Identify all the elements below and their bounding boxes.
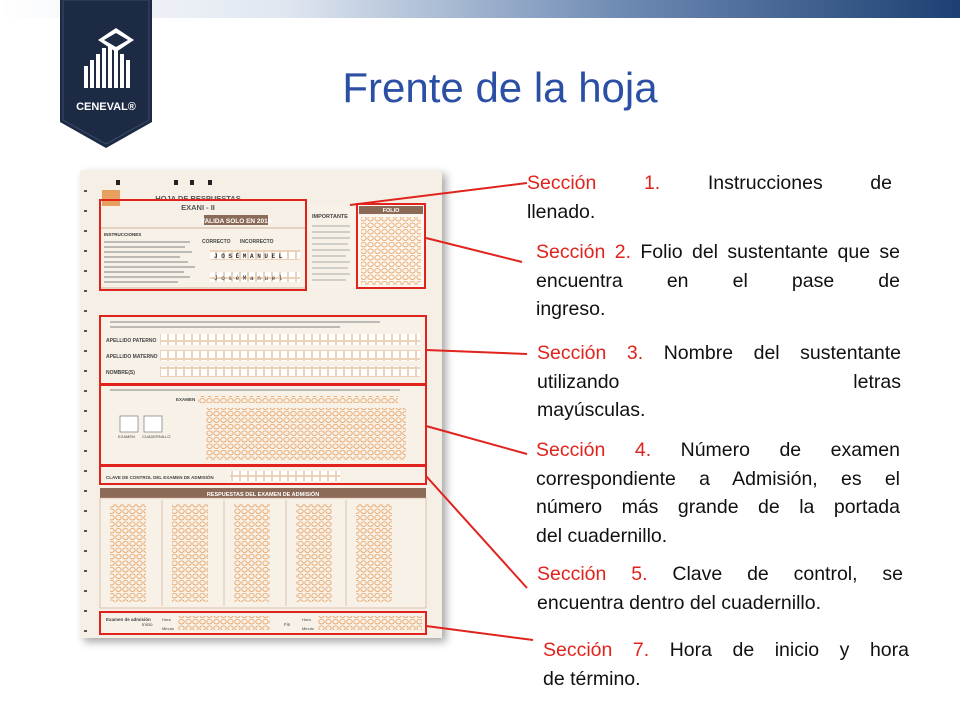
sample-correct-text: J O S É M A N U E L — [214, 253, 283, 260]
section-5-main: Clave de control, se — [672, 563, 904, 585]
clave-label: CLAVE DE CONTROL DEL EXAMEN DE ADMISIÓN — [106, 475, 214, 480]
section-5-text — [537, 560, 903, 617]
sheet-header-line2: EXANI - II — [181, 203, 215, 212]
minuto-label-1: Minuto — [162, 626, 175, 631]
section-4-text — [536, 436, 900, 550]
section-3-text — [537, 339, 901, 425]
connector-section4 — [426, 426, 527, 454]
section-3-last: mayúsculas. — [537, 399, 646, 421]
hora-label-2: Hora — [302, 617, 311, 622]
instructions-label: INSTRUCCIONES — [104, 232, 142, 237]
fin-label: Fin — [284, 622, 291, 627]
section-4-last: del cuadernillo. — [536, 524, 668, 547]
section-2-main: Folio del sustentante que se encuentra en el pase de — [536, 241, 901, 292]
section-2-text — [536, 238, 900, 324]
logo-text: CENEVAL® — [76, 101, 136, 113]
apellido-paterno-label: APELLIDO PATERNO — [106, 338, 157, 344]
section-7-text — [543, 636, 909, 693]
important-label: IMPORTANTE — [312, 214, 348, 220]
folio-label: FOLIO — [382, 208, 400, 214]
section-7-last: de término. — [543, 667, 641, 690]
respuestas-label: RESPUESTAS DEL EXAMEN DE ADMISIÓN — [206, 492, 320, 498]
sample-incorrect-text: J o s é M a n u e l — [214, 275, 283, 282]
section-1-label: Sección 1. — [527, 172, 661, 194]
section-2-label: Sección 2. — [536, 241, 631, 263]
section-3-main: Nombre del sustentante utilizando letras — [537, 342, 901, 393]
section-1-text — [527, 169, 892, 226]
section-7-main: Hora de inicio y hora — [669, 639, 909, 661]
section-5-label: Sección 5. — [537, 563, 648, 585]
section-5-last: encuentra dentro del cuadernillo. — [537, 591, 822, 614]
examen-label: EXAMEN — [176, 397, 196, 402]
examen-admision-label: Examen de admisión — [106, 617, 151, 622]
minuto-label-2: Minuto — [302, 626, 315, 631]
connector-section7 — [426, 626, 533, 640]
connector-section1 — [350, 183, 527, 205]
section-4-label: Sección 4. — [536, 439, 652, 461]
correct-label: CORRECTO — [202, 239, 231, 245]
apellido-materno-label: APELLIDO MATERNO — [106, 354, 158, 360]
connector-section2 — [426, 238, 522, 262]
section-1-last: llenado. — [527, 200, 596, 223]
hora-label-1: Hora — [162, 617, 171, 622]
connector-section3 — [426, 350, 527, 354]
connector-section5 — [426, 476, 527, 588]
sheet-header-line1: HOJA DE RESPUESTAS — [155, 194, 241, 203]
nombres-label: NOMBRE(S) — [106, 370, 135, 376]
section-1-main: Instrucciones de — [707, 172, 892, 194]
section-7-label: Sección 7. — [543, 639, 650, 661]
section-4-main: Número de examen correspondiente a Admisión, es el número más grande de la portada — [536, 439, 900, 518]
section-2-last: ingreso. — [536, 298, 606, 320]
slide-title: Frente de la hoja — [342, 64, 658, 111]
examen-box-label: EXAMEN — [118, 434, 135, 439]
inicio-label: Inicio — [142, 622, 153, 627]
incorrect-label: INCORRECTO — [240, 239, 274, 245]
validity-text: VALIDA SOLO EN 2016 — [200, 218, 272, 225]
cuadernillo-box-label: CUADERNILLO — [142, 434, 171, 439]
section-3-label: Sección 3. — [537, 342, 644, 364]
